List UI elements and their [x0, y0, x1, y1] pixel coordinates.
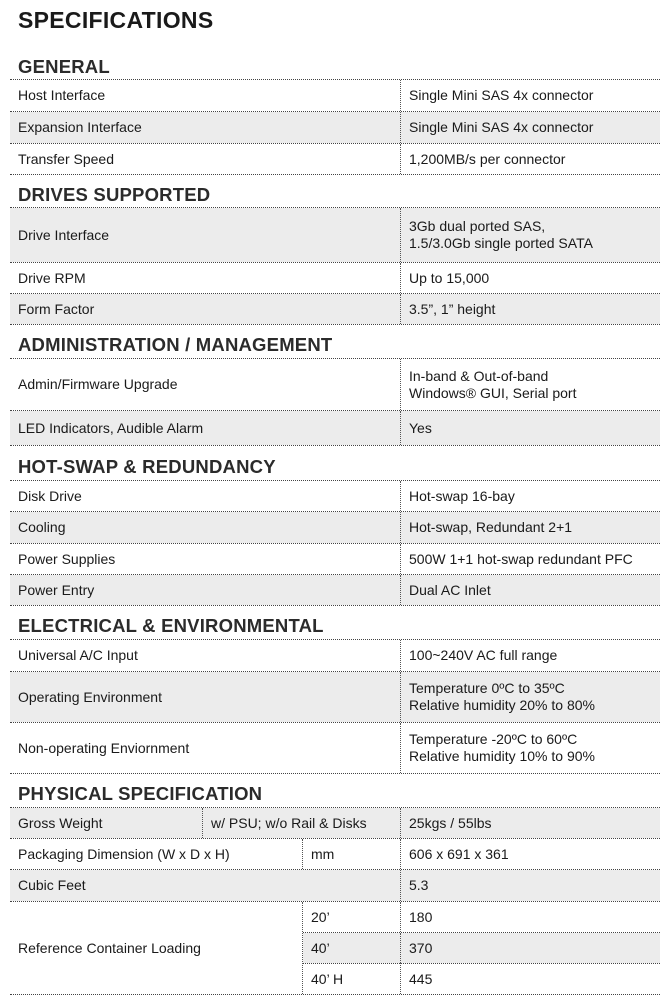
row-value: [401, 672, 660, 722]
row-value: Hot-swap 16-bay: [409, 487, 515, 504]
row-value: Up to 15,000: [409, 269, 490, 286]
value-line: Temperature -20ºC to 60ºC: [409, 731, 578, 747]
table-row: [10, 80, 660, 111]
row-value: 370: [409, 939, 433, 956]
row-label: Disk Drive: [18, 487, 82, 504]
value-line: In-band & Out-of-band: [409, 367, 549, 384]
table-row: [10, 481, 660, 511]
table-row: [10, 208, 660, 262]
row-label: Reference Container Loading: [18, 939, 201, 956]
row-label: Cubic Feet: [18, 877, 86, 893]
table-row: [10, 723, 660, 773]
row-label: Drive Interface: [18, 226, 110, 243]
table-row: [10, 839, 660, 869]
table-row: [10, 263, 660, 293]
table-row: [303, 964, 660, 994]
row-label: Expansion Interface: [18, 119, 142, 135]
row-unit: mm: [311, 845, 335, 862]
row-label: Non-operating Enviornment: [18, 739, 190, 756]
row-value: Yes: [409, 419, 432, 436]
table-row: [10, 294, 660, 324]
row-value: 180: [409, 908, 433, 925]
table-row: [10, 575, 660, 605]
row-label: Transfer Speed: [18, 150, 114, 167]
section-heading-drives: DRIVES SUPPORTED: [18, 184, 211, 205]
section-heading-electrical: ELECTRICAL & ENVIRONMENTAL: [18, 615, 324, 636]
container-size: 40’ H: [311, 970, 344, 987]
row-label: Power Supplies: [18, 550, 116, 567]
container-size: 20’: [311, 908, 330, 925]
row-value: Single Mini SAS 4x connector: [409, 119, 594, 135]
row-label: Host Interface: [18, 87, 106, 103]
row-value: 25kgs / 55lbs: [409, 814, 492, 831]
row-value: 5.3: [409, 877, 429, 893]
section-heading-hotswap: HOT-SWAP & REDUNDANCY: [18, 456, 276, 477]
row-value: 3.5”, 1” height: [409, 300, 496, 317]
row-value: Dual AC Inlet: [409, 581, 491, 598]
value-line: Relative humidity 20% to 80%: [409, 697, 595, 713]
table-row: [10, 112, 660, 143]
row-value: 500W 1+1 hot-swap redundant PFC: [409, 550, 633, 567]
row-label: Cooling: [18, 519, 66, 535]
row-value: Single Mini SAS 4x connector: [409, 87, 594, 103]
row-label: Form Factor: [18, 300, 95, 317]
row-value: [401, 723, 660, 773]
row-value: [401, 359, 660, 410]
section-heading-admin: ADMINISTRATION / MANAGEMENT: [18, 334, 333, 355]
row-value: 1,200MB/s per connector: [409, 150, 566, 167]
section-heading-general: GENERAL: [18, 56, 110, 77]
table-row: [303, 933, 660, 963]
row-label: LED Indicators, Audible Alarm: [18, 419, 204, 436]
row-value: 445: [409, 970, 433, 987]
value-line: Temperature 0ºC to 35ºC: [409, 680, 565, 696]
row-value: 606 x 691 x 361: [409, 845, 509, 862]
table-row: [10, 544, 660, 574]
row-value: Hot-swap, Redundant 2+1: [409, 519, 573, 535]
container-size: 40’: [311, 939, 330, 956]
row-value: [401, 208, 660, 262]
table-row: [10, 808, 660, 838]
row-label: Power Entry: [18, 581, 95, 598]
row-label: Packaging Dimension (W x D x H): [18, 845, 230, 862]
row-label: Admin/Firmware Upgrade: [18, 376, 178, 392]
row-value: 100~240V AC full range: [409, 647, 558, 663]
table-row: [10, 512, 660, 543]
row-label: Gross Weight: [18, 814, 103, 831]
table-row: [10, 359, 660, 410]
value-line: 1.5/3.0Gb single ported SATA: [409, 235, 593, 251]
table-row: [10, 870, 660, 901]
page-title: SPECIFICATIONS: [18, 7, 214, 33]
value-line: 3Gb dual ported SAS,: [409, 218, 546, 234]
row-label: Operating Environment: [18, 688, 162, 705]
row-label: Universal A/C Input: [18, 647, 138, 663]
section-heading-physical: PHYSICAL SPECIFICATION: [18, 783, 263, 804]
table-row: [303, 902, 660, 932]
row-label: Drive RPM: [18, 269, 86, 286]
table-row: [10, 411, 660, 445]
table-row: [10, 144, 660, 174]
row-note: w/ PSU; w/o Rail & Disks: [211, 814, 367, 831]
value-line: Windows® GUI, Serial port: [409, 384, 577, 401]
table-row: [10, 672, 660, 722]
table-row: [10, 640, 660, 671]
value-line: Relative humidity 10% to 90%: [409, 748, 595, 764]
